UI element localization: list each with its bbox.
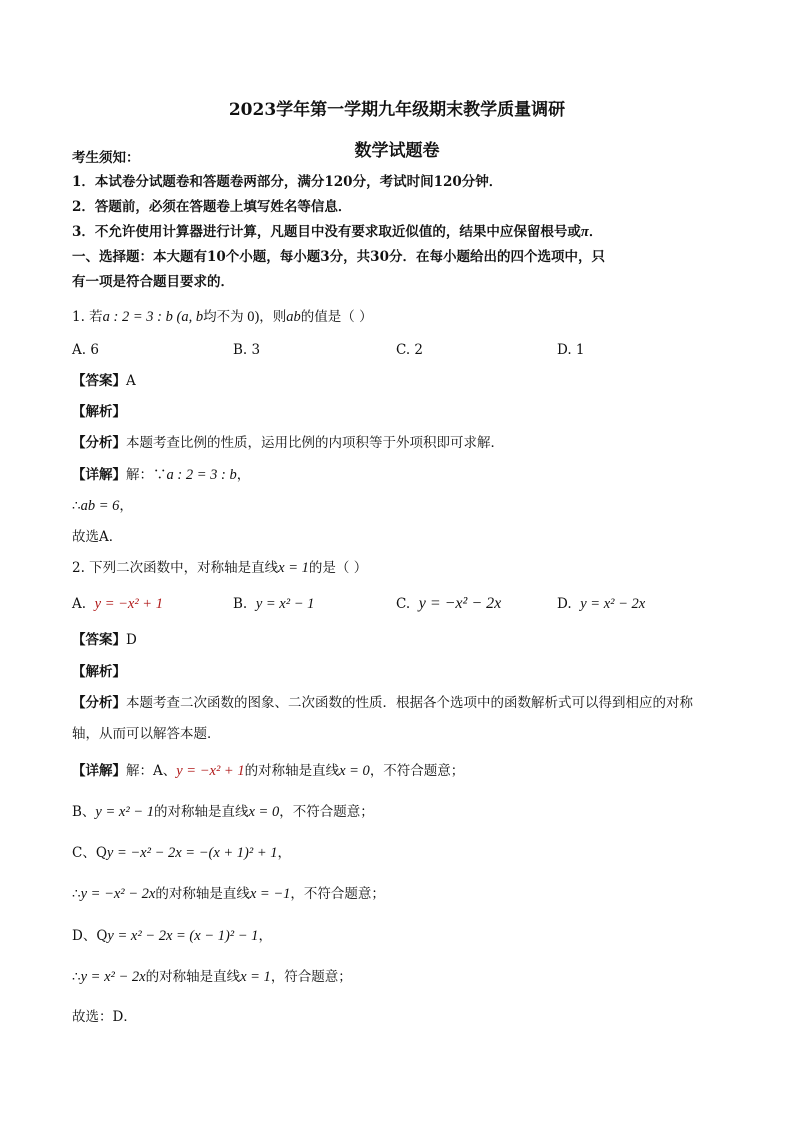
q2-analysis-tag: 【解析】 — [72, 664, 126, 680]
q2-option-a-label: A. — [72, 596, 87, 612]
q2-step-b-tail: ，不符合题意； — [279, 804, 374, 820]
page-title: 2023学年第一学期九年级期末教学质量调研 — [228, 100, 566, 120]
q2-step-c2 — [72, 884, 722, 904]
q2-step-b — [72, 802, 722, 822]
q2-fenxi-text1: 本题考查二次函数的图象、二次函数的性质．根据各个选项中的函数解析式可以得到相应的对称 — [126, 695, 693, 711]
q1-step2 — [72, 496, 722, 516]
q1-end: 的值是（ ） — [300, 309, 373, 325]
notice-item-2: 2．答题前，必须在答题卷上填写姓名等信息． — [72, 199, 352, 215]
q1-final: 故选A． — [72, 529, 123, 545]
q1-option-a: A. 6 — [72, 342, 99, 358]
q2-answer-tag: 【答案】 — [72, 632, 126, 648]
q2-step-d2-axis: x = 1 — [240, 969, 271, 985]
q2-step-a-tail: ，不符合题意； — [369, 763, 465, 779]
q1-answer-tag: 【答案】 — [72, 373, 126, 389]
q1-fenxi-tag: 【分析】 — [72, 435, 126, 451]
q1-step2-c: ， — [119, 498, 133, 514]
q2-step-d2-tail: ，符合题意； — [270, 969, 352, 985]
q2-option-b-label: B. — [233, 596, 248, 612]
q2-step-c-prefix: C、Q — [72, 845, 107, 861]
q1-step2-expr: ab = 6 — [80, 498, 120, 514]
q1-xiangjie — [72, 465, 722, 485]
q2-fenxi-line1 — [72, 693, 722, 713]
q2-step-c-tail: ， — [277, 845, 291, 861]
q2-step-d2-prefix: ∴ — [72, 969, 81, 985]
q2-step-c2-axis: x = −1 — [249, 886, 291, 902]
q2-step-d-tail: ， — [258, 928, 272, 944]
q2-fenxi-tag: 【分析】 — [72, 695, 126, 711]
q1-tail: ，则 — [259, 309, 287, 325]
q1-fenxi-text: 本题考查比例的性质，运用比例的内项积等于外项积即可求解． — [126, 435, 504, 451]
q2-step-a — [72, 761, 722, 781]
q2-stem-expr: x = 1 — [278, 560, 309, 576]
q2-step-d2 — [72, 967, 722, 987]
q2-stem — [72, 558, 722, 578]
q2-option-c-label: C. — [396, 596, 411, 612]
q1-xiangjie-expr: a : 2 = 3 : b — [166, 467, 237, 483]
q1-option-d: D. 1 — [557, 342, 585, 358]
q2-option-b-expr: y = x² − 1 — [255, 596, 315, 612]
q2-step-c2-mid: 的对称轴是直线 — [155, 886, 250, 902]
q2-step-c — [72, 843, 722, 863]
q1-step2-a: ∴ — [72, 498, 81, 514]
q2-step-a-expr: y = −x² + 1 — [176, 763, 245, 779]
q2-step-c2-expr: y = −x² − 2x — [80, 886, 156, 902]
q2-step-a-prefix: 解：A、 — [126, 763, 177, 779]
q1-xiangjie-a: 解：∵ — [126, 467, 167, 483]
q2-option-c — [396, 594, 501, 614]
q1-prefix: 1. 若 — [72, 309, 103, 325]
q1-stem — [72, 307, 722, 327]
notice-heading-text: 考生须知： — [72, 150, 140, 166]
q2-stem-c: 的是（ ） — [308, 560, 368, 576]
q1-condition: a : 2 = 3 : b (a, b — [102, 309, 204, 325]
q1-answer — [72, 371, 722, 391]
q1-zero: 0) — [243, 309, 260, 325]
q1-ab: ab — [286, 309, 301, 325]
q2-option-d-label: D. — [557, 596, 572, 612]
notice-item-1: 1．本试卷分试题卷和答题卷两部分，满分120分，考试时间120分钟． — [72, 174, 503, 190]
q1-xiangjie-tag: 【详解】 — [72, 467, 126, 483]
notice-item-3-end: ． — [588, 224, 603, 240]
q2-step-c2-prefix: ∴ — [72, 886, 81, 902]
q2-step-b-axis: x = 0 — [248, 804, 280, 820]
q1-answer-value: A — [126, 373, 136, 389]
q2-fenxi-line2: 轴，从而可以解答本题． — [72, 726, 221, 742]
q2-step-b-mid: 的对称轴是直线 — [153, 804, 249, 820]
q2-xiangjie-tag: 【详解】 — [72, 763, 126, 779]
q2-option-a-expr: y = −x² + 1 — [94, 596, 163, 612]
q2-final: 故选：D． — [72, 1009, 137, 1025]
q1-xiangjie-c: ， — [236, 467, 251, 483]
q2-option-d — [557, 594, 645, 614]
q2-stem-a: 2. 下列二次函数中，对称轴是直线 — [72, 560, 279, 576]
notice-heading — [72, 148, 722, 168]
q2-step-c2-tail: ，不符合题意； — [290, 886, 385, 902]
q1-mid: 均不为 — [203, 309, 244, 325]
section-heading-line2: 有一项是符合题目要求的． — [72, 274, 234, 290]
section-heading-line1: 一、选择题：本大题有10个小题，每小题3分，共30分．在每小题给出的四个选项中，只 — [72, 249, 605, 265]
q2-answer-value: D — [126, 632, 137, 648]
notice-item-3 — [72, 222, 722, 242]
q2-option-c-expr: y = −x² − 2x — [418, 595, 502, 612]
notice-item-3-text: 3．不允许使用计算器进行计算，凡题目中没有要求取近似值的，结果中应保留根号或 — [72, 224, 581, 240]
q2-step-d2-expr: y = x² − 2x — [80, 969, 146, 985]
q2-step-b-prefix: B、 — [72, 804, 96, 820]
q1-option-c: C. 2 — [396, 342, 424, 358]
q2-step-d-prefix: D、Q — [72, 928, 108, 944]
q2-step-d-expr: y = x² − 2x = (x − 1)² − 1 — [107, 928, 259, 944]
q2-step-a-mid: 的对称轴是直线 — [244, 763, 340, 779]
q1-fenxi — [72, 433, 722, 453]
q2-step-c-expr: y = −x² − 2x = −(x + 1)² + 1 — [106, 845, 278, 861]
q2-step-a-axis: x = 0 — [339, 763, 370, 779]
pi-symbol: π — [580, 224, 589, 240]
q2-option-b — [233, 594, 314, 614]
q1-analysis-tag: 【解析】 — [72, 404, 126, 420]
q2-step-b-expr: y = x² − 1 — [95, 804, 154, 820]
q2-answer — [72, 630, 722, 650]
q2-step-d2-mid: 的对称轴是直线 — [145, 969, 241, 985]
q2-step-d — [72, 926, 722, 946]
q1-option-b: B. 3 — [233, 342, 261, 358]
q2-option-d-expr: y = x² − 2x — [580, 596, 646, 612]
q2-option-a — [72, 594, 163, 614]
page-subtitle: 数学试题卷 — [354, 141, 440, 161]
